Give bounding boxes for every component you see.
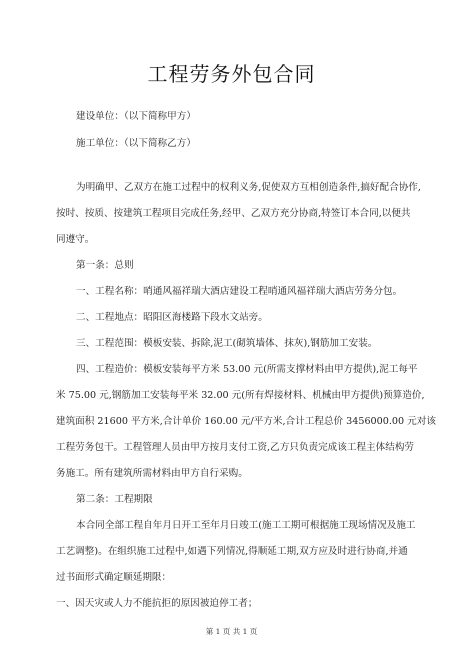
- sub-heading: 一、因天灾或人力不能抗拒的原因被迫停工者；: [56, 598, 258, 609]
- item-2: 二、工程地点：昭阳区海楼路下段水文站旁。: [76, 312, 268, 323]
- intro-line-1: 为明确甲、乙双方在施工过程中的权利义务,促使双方互相创造条件,搞好配合协作,: [76, 182, 421, 193]
- section1-heading: 第一条：总则: [76, 260, 134, 271]
- party-a-line: 建设单位：（以下简称甲方）: [76, 111, 196, 122]
- item-1: 一、工程名称：哨通风福祥瑞大酒店建设工程哨通风福祥瑞大酒店劳务分包。: [76, 286, 403, 297]
- period-line-2: 工艺调整)。在组织施工过程中,如遇下列情况,得顺延工期,双方应及时进行协商,并通: [56, 546, 408, 557]
- item-4-line-5: 务施工。所有建筑所需材料由甲方自行采购。: [56, 468, 248, 479]
- page-footer: 第 1 页 共 1 页: [205, 627, 258, 636]
- item-3: 三、工程范围：模板安装、拆除,泥工(砌筑墙体、抹灰),钢筋加工安装。: [76, 338, 378, 349]
- intro-line-2: 按时、按质、按建筑工程项目完成任务,经甲、乙双方充分协商,特签订本合同,以便共: [56, 208, 411, 219]
- party-b-line: 施工单位：（以下简称乙方）: [76, 138, 196, 149]
- item-4-line-4: 工程劳务包干。工程管理人员由甲方按月支付工资,乙方只负责完成该工程主体结构劳: [56, 442, 415, 453]
- document-title: 工程劳务外包合同: [147, 62, 316, 86]
- item-4-line-1: 四、工程造价：模板安装每平方米 53.00 元(所需支撑材料由甲方提供),泥工每平: [76, 364, 418, 375]
- item-4-line-2: 米 75.00 元,钢筋加工安装每平米 32.00 元(所有焊接材料、机械由甲方提供)预算造价,: [56, 390, 425, 401]
- period-line-3: 过书面形式确定顺延期限：: [56, 572, 172, 583]
- section2-heading: 第二条：工程期限: [76, 494, 153, 505]
- item-4-line-3: 建筑面积 21600 平方米,合计单价 160.00 元/平方米,合计工程总价 3456000.00 元对该: [56, 416, 436, 427]
- period-line-1: 本合同全部工程自年月日开工至年月日竣工(施工工期可根据施工现场情况及施工: [76, 520, 416, 531]
- intro-line-3: 同遵守。: [56, 234, 95, 245]
